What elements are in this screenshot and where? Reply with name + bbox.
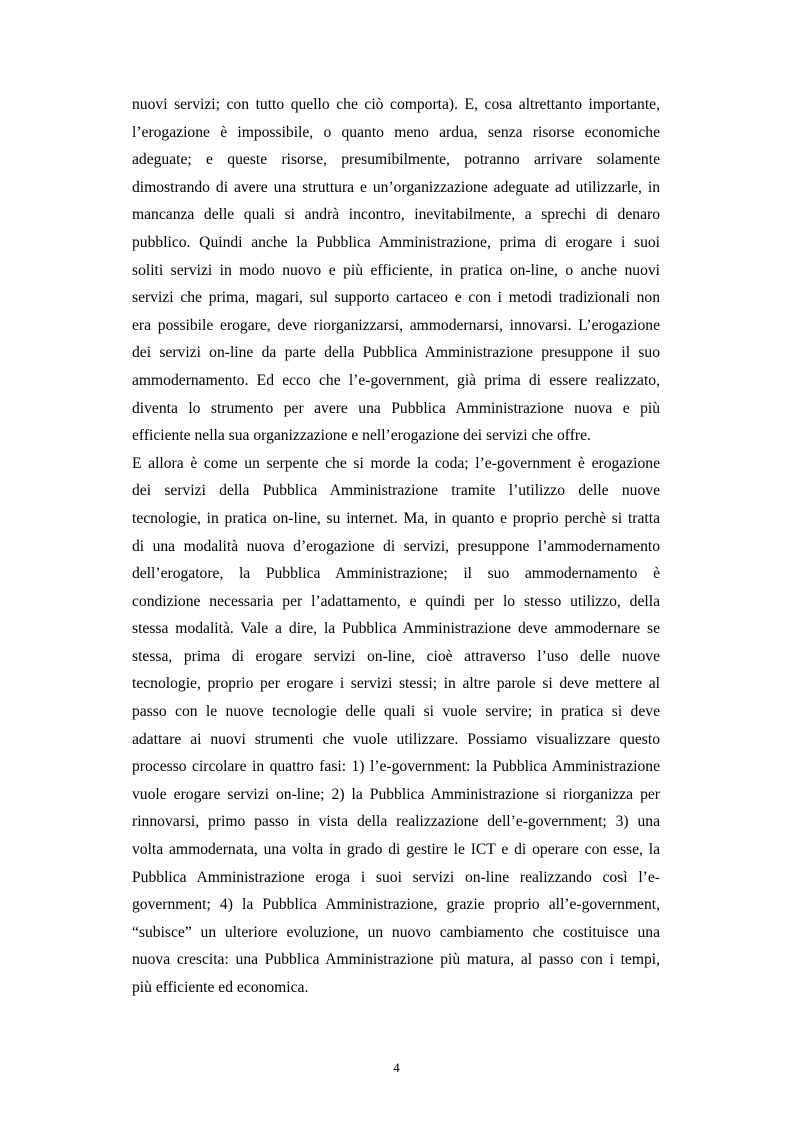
text-line: ammodernamento. Ed ecco che l’e-government, già prima di essere realizzato,: [132, 371, 660, 389]
text-line: diventa lo strumento per avere una Pubblica Amministrazione nuova e più: [132, 399, 660, 417]
text-line: servizi che prima, magari, sul supporto cartaceo e con i metodi tradizionali non: [132, 289, 660, 307]
text-line: condizione necessaria per l’adattamento, e quindi per lo stesso utilizzo, della: [132, 592, 660, 610]
text-line: passo con le nuove tecnologie delle quali si vuole servire; in pratica si deve: [132, 703, 660, 721]
text-line: rinnovarsi, primo passo in vista della realizzazione dell’e-government; 3) una: [132, 813, 660, 831]
text-line: soliti servizi in modo nuovo e più efficiente, in pratica on-line, o anche nuovi: [132, 261, 660, 279]
text-line: nuova crescita: una Pubblica Amministrazione più matura, al passo con i tempi,: [132, 951, 660, 969]
text-line: nuovi servizi; con tutto quello che ciò comporta). E, cosa altrettanto importante,: [132, 96, 660, 113]
text-line: dei servizi della Pubblica Amministrazione tramite l’utilizzo delle nuove: [132, 482, 660, 500]
text-line: tecnologie, in pratica on-line, su internet. Ma, in quanto e proprio perchè si tratta: [132, 509, 660, 527]
body-text: [132, 91, 660, 1002]
text-line: “subisce” un ulteriore evoluzione, un nuovo cambiamento che costituisce una: [132, 923, 660, 941]
text-line: efficiente nella sua organizzazione e nell’erogazione dei servizi che offre.: [132, 427, 591, 445]
text-line: stessa modalità. Vale a dire, la Pubblica Amministrazione deve ammodernare se: [132, 620, 660, 638]
text-line: government; 4) la Pubblica Amministrazione, grazie proprio all’e-government,: [132, 896, 660, 914]
text-line: mancanza delle quali si andrà incontro, inevitabilmente, a sprechi di denaro: [132, 206, 660, 224]
text-line: pubblico. Quindi anche la Pubblica Amministrazione, prima di erogare i suoi: [132, 233, 660, 251]
text-line: stessa, prima di erogare servizi on-line, cioè attraverso l’uso delle nuove: [132, 647, 660, 665]
text-line: dei servizi on-line da parte della Pubblica Amministrazione presuppone il suo: [132, 344, 660, 362]
text-line: tecnologie, proprio per erogare i servizi stessi; in altre parole si deve mettere al: [132, 675, 660, 693]
text-line: E allora è come un serpente che si morde la coda; l’e-government è erogazione: [132, 454, 660, 472]
text-line: dimostrando di avere una struttura e un’organizzazione adeguate ad utilizzarle, in: [132, 178, 660, 196]
text-line: volta ammodernata, una volta in grado di gestire le ICT e di operare con esse, la: [132, 841, 660, 859]
text-line: Pubblica Amministrazione eroga i suoi servizi on-line realizzando così l’e-: [132, 868, 660, 886]
text-line: dell’erogatore, la Pubblica Amministrazione; il suo ammodernamento è: [132, 565, 660, 583]
page-number: 4: [393, 1060, 400, 1075]
text-line: adattare ai nuovi strumenti che vuole utilizzare. Possiamo visualizzare questo: [132, 730, 660, 748]
text-line: era possibile erogare, deve riorganizzarsi, ammodernarsi, innovarsi. L’erogazione: [132, 316, 660, 334]
text-line: più efficiente ed economica.: [132, 979, 309, 996]
text-line: l’erogazione è impossibile, o quanto meno ardua, senza risorse economiche: [132, 123, 660, 141]
text-line: adeguate; e queste risorse, presumibilmente, potranno arrivare solamente: [132, 151, 660, 169]
text-line: di una modalità nuova d’erogazione di servizi, presuppone l’ammodernamento: [132, 537, 660, 555]
text-line: vuole erogare servizi on-line; 2) la Pubblica Amministrazione si riorganizza per: [132, 785, 660, 803]
text-line: processo circolare in quattro fasi: 1) l’e-government: la Pubblica Amministrazione: [132, 758, 660, 776]
